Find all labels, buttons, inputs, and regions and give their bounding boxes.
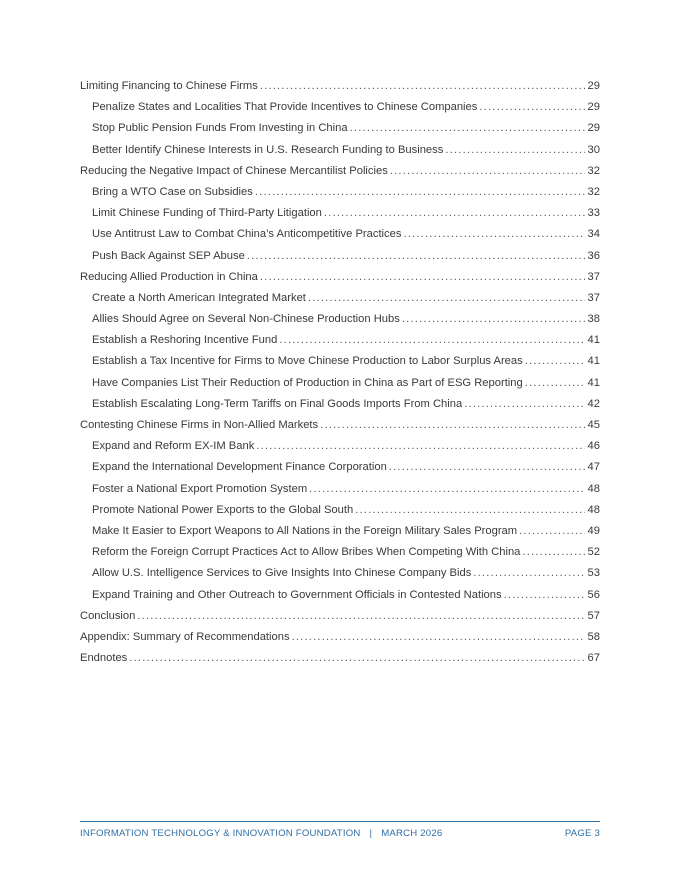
- toc-entry-page-number: 45: [587, 419, 600, 431]
- toc-entry-page-number: 48: [587, 503, 600, 516]
- toc-entry-page-number: 38: [587, 313, 600, 326]
- toc-entry-page-number: 41: [587, 376, 600, 389]
- toc-entry-page-number: 57: [587, 609, 600, 622]
- toc-entry-page-number: 47: [587, 461, 600, 474]
- footer-organization: INFORMATION TECHNOLOGY & INNOVATION FOUNDATION: [80, 828, 361, 839]
- toc-entry-page-number: 41: [587, 355, 600, 368]
- toc-entry-title: Foster a National Export Promotion System: [92, 482, 308, 495]
- toc-entry-title: Push Back Against SEP Abuse: [92, 249, 245, 262]
- toc-entry-title: Endnotes: [80, 652, 128, 665]
- toc-entry-page-number: 30: [587, 143, 600, 156]
- toc-entry-title: Limit Chinese Funding of Third-Party Litigation: [92, 207, 322, 220]
- toc-entry-page-number: 32: [587, 185, 600, 198]
- toc-entry-title: Bring a WTO Case on Subsidies: [92, 185, 253, 198]
- toc-subsection-entry[interactable]: [80, 479, 600, 500]
- toc-dot-leader: [525, 373, 585, 394]
- toc-entry-page-number: 42: [587, 397, 600, 410]
- toc-subsection-entry[interactable]: [80, 542, 600, 563]
- toc-dot-leader: [464, 394, 584, 415]
- toc-dot-leader: [260, 76, 585, 97]
- toc-subsection-entry[interactable]: [80, 394, 600, 415]
- toc-subsection-entry[interactable]: [80, 97, 600, 118]
- toc-dot-leader: [525, 351, 585, 372]
- toc-entry-title: Allow U.S. Intelligence Services to Give Insights Into Chinese Company Bids: [92, 567, 472, 580]
- toc-section-entry[interactable]: [80, 648, 600, 669]
- toc-subsection-entry[interactable]: [80, 436, 600, 457]
- toc-entry-title: Contesting Chinese Firms in Non-Allied Markets: [80, 419, 319, 431]
- toc-entry-title: Stop Public Pension Funds From Investing in China: [92, 122, 348, 135]
- toc-dot-leader: [309, 479, 584, 500]
- toc-entry-title: Establish a Tax Incentive for Firms to Move Chinese Production to Labor Surplus Areas: [92, 355, 523, 368]
- table-of-contents: [80, 76, 600, 669]
- toc-dot-leader: [279, 330, 584, 351]
- toc-entry-title: Allies Should Agree on Several Non-Chinese Production Hubs: [92, 313, 400, 326]
- toc-dot-leader: [355, 500, 584, 521]
- toc-dot-leader: [308, 288, 585, 309]
- toc-entry-page-number: 56: [587, 588, 600, 601]
- toc-entry-title: Limiting Financing to Chinese Firms: [80, 80, 258, 92]
- toc-entry-page-number: 37: [587, 291, 600, 304]
- toc-entry-title: Expand and Reform EX-IM Bank: [92, 440, 255, 453]
- toc-section-entry[interactable]: [80, 606, 600, 627]
- toc-entry-page-number: 33: [587, 207, 600, 220]
- toc-subsection-entry[interactable]: [80, 224, 600, 245]
- toc-dot-leader: [320, 415, 584, 436]
- toc-dot-leader: [129, 648, 584, 669]
- toc-entry-title: Better Identify Chinese Interests in U.S. Research Funding to Business: [92, 143, 444, 156]
- toc-section-entry[interactable]: [80, 161, 600, 182]
- toc-dot-leader: [255, 182, 585, 203]
- toc-dot-leader: [479, 97, 584, 118]
- toc-section-entry[interactable]: [80, 76, 600, 97]
- toc-subsection-entry[interactable]: [80, 140, 600, 161]
- toc-subsection-entry[interactable]: [80, 203, 600, 224]
- toc-dot-leader: [504, 585, 585, 606]
- toc-entry-page-number: 52: [587, 546, 600, 559]
- toc-dot-leader: [402, 309, 585, 330]
- toc-entry-title: Reform the Foreign Corrupt Practices Act to Allow Bribes When Competing With China: [92, 546, 521, 559]
- toc-dot-leader: [324, 203, 585, 224]
- toc-entry-title: Appendix: Summary of Recommendations: [80, 630, 290, 643]
- toc-entry-page-number: 29: [587, 122, 600, 135]
- toc-entry-page-number: 41: [587, 334, 600, 347]
- toc-entry-title: Expand the International Development Finance Corporation: [92, 461, 387, 474]
- toc-dot-leader: [260, 267, 585, 288]
- toc-dot-leader: [256, 436, 584, 457]
- footer-page-number: PAGE 3: [564, 828, 600, 839]
- toc-entry-page-number: 36: [587, 249, 600, 262]
- toc-entry-title: Have Companies List Their Reduction of Production in China as Part of ESG Reporting: [92, 376, 523, 389]
- toc-entry-title: Expand Training and Other Outreach to Government Officials in Contested Nations: [92, 588, 502, 601]
- toc-entry-page-number: 32: [587, 164, 600, 177]
- toc-dot-leader: [350, 118, 585, 139]
- toc-section-entry[interactable]: [80, 415, 600, 436]
- toc-dot-leader: [522, 542, 584, 563]
- toc-entry-title: Conclusion: [80, 609, 136, 622]
- toc-entry-title: Make It Easier to Export Weapons to All Nations in the Foreign Military Sales Program: [92, 524, 518, 537]
- toc-entry-title: Penalize States and Localities That Provide Incentives to Chinese Companies: [92, 101, 478, 114]
- toc-subsection-entry[interactable]: [80, 118, 600, 139]
- toc-dot-leader: [292, 627, 585, 648]
- toc-entry-page-number: 46: [587, 440, 600, 453]
- toc-dot-leader: [403, 224, 584, 245]
- toc-entry-page-number: 67: [587, 652, 600, 665]
- toc-subsection-entry[interactable]: [80, 585, 600, 606]
- toc-entry-title: Establish a Reshoring Incentive Fund: [92, 334, 278, 347]
- toc-dot-leader: [390, 161, 585, 182]
- toc-entry-title: Establish Escalating Long-Term Tariffs on Final Goods Imports From China: [92, 397, 463, 410]
- toc-subsection-entry[interactable]: [80, 500, 600, 521]
- footer-date: MARCH 2026: [381, 828, 443, 839]
- toc-subsection-entry[interactable]: [80, 373, 600, 394]
- toc-entry-title: Reducing Allied Production in China: [80, 270, 258, 283]
- footer-separator: |: [369, 828, 373, 839]
- toc-subsection-entry[interactable]: [80, 288, 600, 309]
- toc-entry-page-number: 53: [587, 567, 600, 580]
- toc-entry-title: Create a North American Integrated Market: [92, 291, 306, 304]
- toc-subsection-entry[interactable]: [80, 182, 600, 203]
- footer-left: [80, 828, 442, 839]
- toc-dot-leader: [389, 457, 585, 478]
- toc-section-entry[interactable]: [80, 627, 600, 648]
- toc-section-entry[interactable]: [80, 267, 600, 288]
- toc-subsection-entry[interactable]: [80, 563, 600, 584]
- toc-subsection-entry[interactable]: [80, 351, 600, 372]
- toc-dot-leader: [445, 140, 584, 161]
- toc-subsection-entry[interactable]: [80, 309, 600, 330]
- toc-entry-title: Promote National Power Exports to the Global South: [92, 503, 354, 516]
- toc-entry-page-number: 34: [587, 228, 600, 241]
- toc-entry-page-number: 58: [587, 630, 600, 643]
- toc-entry-title: Use Antitrust Law to Combat China’s Anticompetitive Practices: [92, 228, 402, 241]
- toc-entry-page-number: 48: [587, 482, 600, 495]
- toc-entry-page-number: 49: [587, 524, 600, 537]
- toc-entry-page-number: 29: [587, 101, 600, 114]
- toc-entry-page-number: 37: [587, 270, 600, 283]
- toc-entry-page-number: 29: [587, 80, 600, 92]
- toc-dot-leader: [473, 563, 584, 584]
- toc-subsection-entry[interactable]: [80, 457, 600, 478]
- toc-subsection-entry[interactable]: [80, 521, 600, 542]
- toc-dot-leader: [247, 246, 585, 267]
- toc-subsection-entry[interactable]: [80, 330, 600, 351]
- toc-dot-leader: [137, 606, 584, 627]
- toc-subsection-entry[interactable]: [80, 246, 600, 267]
- footer-divider: [80, 821, 600, 822]
- toc-dot-leader: [519, 521, 584, 542]
- toc-entry-title: Reducing the Negative Impact of Chinese Mercantilist Policies: [80, 164, 388, 177]
- page-footer: [80, 828, 600, 839]
